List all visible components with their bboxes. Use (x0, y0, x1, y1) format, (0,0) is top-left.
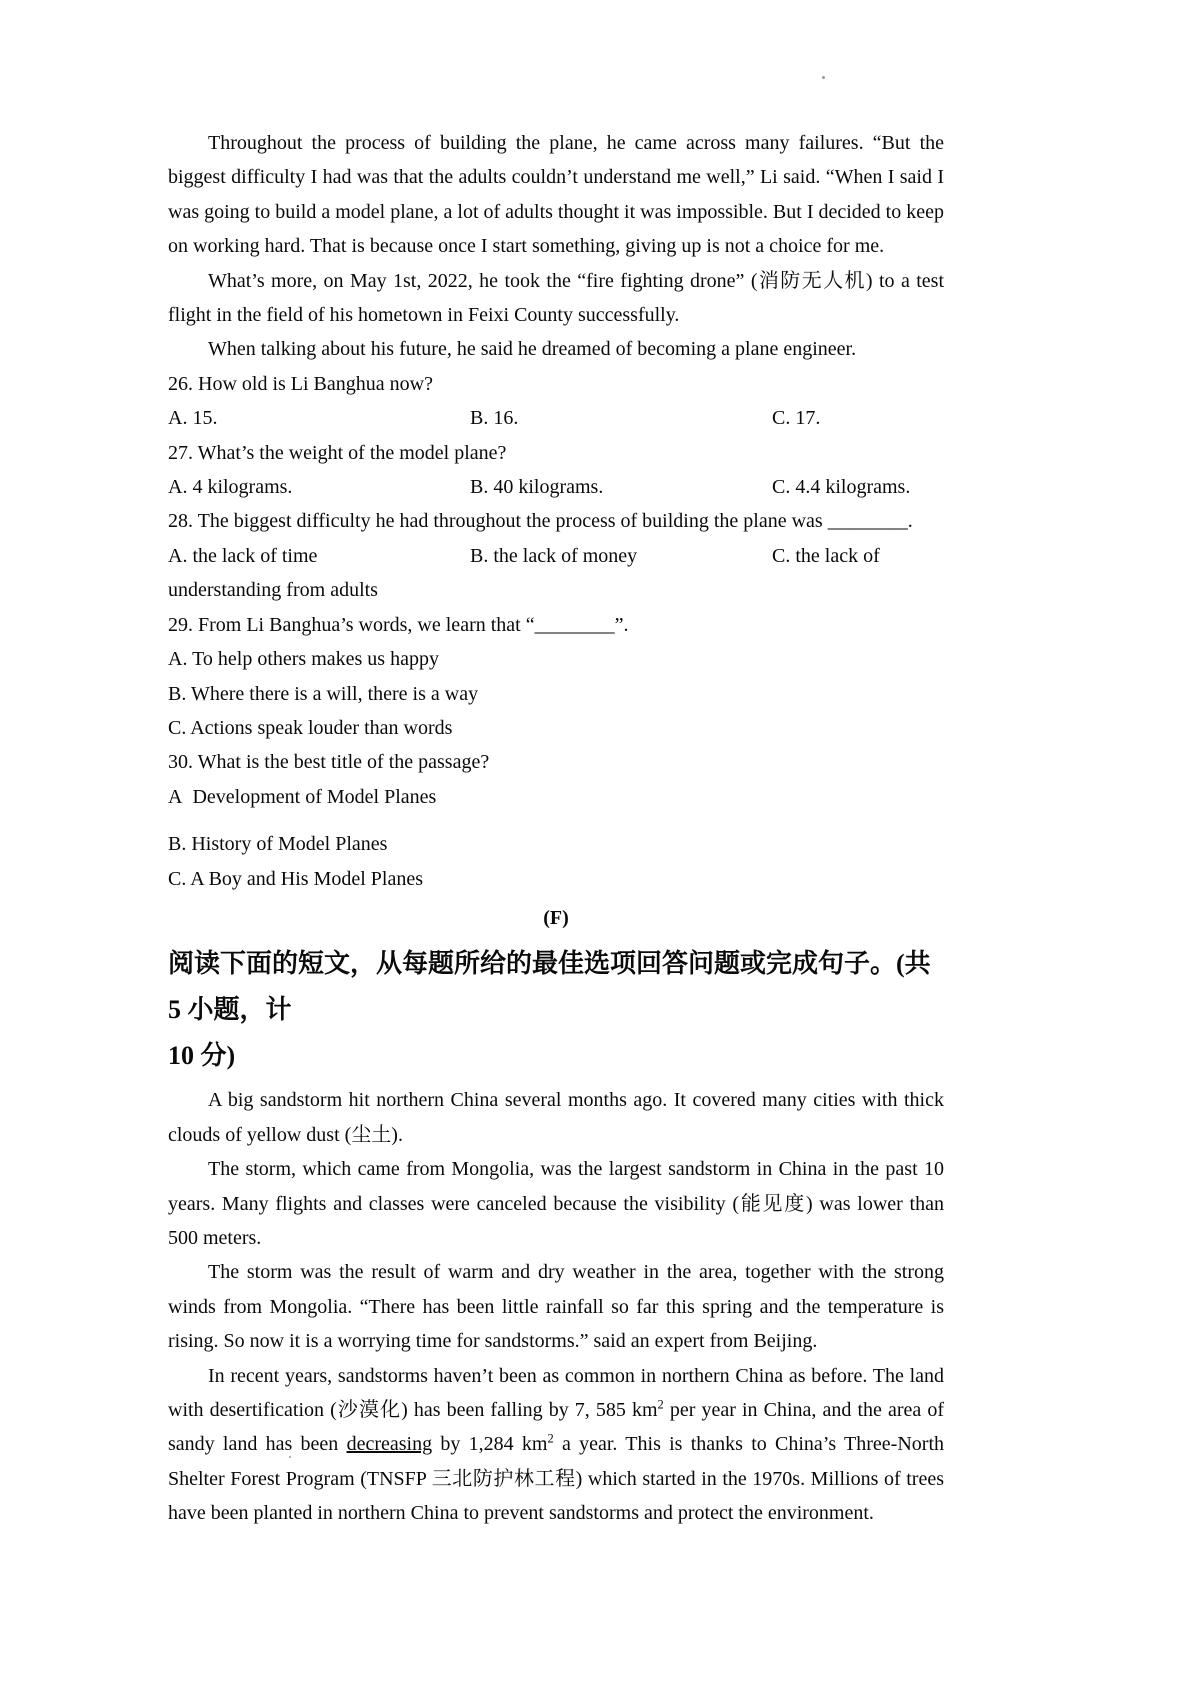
question-28-option-c: C. the lack of (772, 544, 880, 567)
question-28-option-a: A. the lack of time (168, 544, 318, 567)
question-30-stem: 30. What is the best title of the passage? (168, 751, 490, 774)
section-f-instructions-line-1: 阅读下面的短文，从每题所给的最佳选项回答问题或完成句子。(共 5 小题，计 (168, 949, 938, 1025)
passage2-paragraph-1: A big sandstorm hit northern China several months ago. It covered many cities with thick clouds of yellow dust (尘土). (168, 1089, 944, 1146)
passage2-paragraph-2: The storm, which came from Mongolia, was the largest sandstorm in China in the past 10 years. Many flights and classes were canceled because the visibility (能见度) was lower than 500 meters. (168, 1158, 944, 1249)
passage1-paragraph-1: Throughout the process of building the plane, he came across many failures. “But the biggest difficulty I had was that the adults couldn’t understand me well,” Li said. “When I said I was going to build a model plane, a lot of adults thought it was impossible. But I decided to keep on working hard. That is because once I start something, giving up is not a choice for me. (168, 132, 944, 258)
underlined-word-decreasing: decreasing (346, 1433, 433, 1456)
question-26-option-a: A. 15. (168, 407, 218, 430)
question-28-option-b: B. the lack of money (470, 544, 638, 567)
question-30-option-c: C. A Boy and His Model Planes (168, 867, 424, 890)
scan-artifact-dot (822, 76, 825, 79)
section-f-instructions-line-2: 10 分) (168, 1041, 236, 1071)
passage2-paragraph-4 (168, 1359, 944, 1531)
question-27-options (168, 470, 944, 504)
question-26-option-c: C. 17. (772, 407, 821, 430)
question-26-option-b: B. 16. (470, 407, 519, 430)
question-30-option-b: B. History of Model Planes (168, 833, 388, 856)
section-f-label: (F) (543, 906, 569, 929)
question-27-option-b: B. 40 kilograms. (470, 476, 604, 499)
question-28-options (168, 539, 944, 573)
question-29-option-a: A. To help others makes us happy (168, 648, 439, 671)
question-27-option-a: A. 4 kilograms. (168, 476, 293, 499)
section-f-instructions (168, 941, 944, 1079)
question-30-option-a: A Development of Model Planes (168, 785, 437, 808)
paragraph-4-segment: a year. This is thanks to China’s Three-North Shelter Forest Program (TNSFP 三北防护林工程) which started in the 1970s. Millions of trees have been planted in northern China to prevent sandstorms and protect the environment. (168, 1433, 944, 1525)
question-27-option-c: C. 4.4 kilograms. (772, 476, 911, 499)
square-km-superscript: 2 (547, 1431, 554, 1446)
passage1-paragraph-2: What’s more, on May 1st, 2022, he took the “fire fighting drone” (消防无人机) to a test flight in the field of his hometown in Feixi County successfully. (168, 269, 944, 327)
square-km-superscript: 2 (657, 1397, 664, 1412)
paragraph-4-segment: In recent years, sandstorms haven’t been as common in northern China as before. The land with desertification (沙漠化) has been falling by 7, 585 km (168, 1364, 944, 1421)
question-26-stem: 26. How old is Li Banghua now? (168, 372, 433, 395)
question-29-stem: 29. From Li Banghua’s words, we learn that “________”. (168, 613, 629, 636)
scan-artifact-dot (289, 1456, 291, 1458)
passage2-paragraph-3: The storm was the result of warm and dry weather in the area, together with the strong winds from Mongolia. “There has been little rainfall so far this spring and the temperature is rising. So now it is a worrying time for sandstorms.” said an expert from Beijing. (168, 1261, 944, 1353)
paragraph-4-segment: per year in China, and the area of sandy land has been (168, 1399, 945, 1456)
passage1-paragraph-3: When talking about his future, he said he dreamed of becoming a plane engineer. (208, 338, 857, 361)
question-29-option-c: C. Actions speak louder than words (168, 716, 453, 739)
question-28-option-c-continuation: understanding from adults (168, 579, 378, 602)
question-28-stem: 28. The biggest difficulty he had throughout the process of building the plane was ________. (168, 510, 913, 533)
paragraph-4-segment: by 1,284 km (432, 1433, 548, 1456)
question-29-option-b: B. Where there is a will, there is a way (168, 682, 479, 705)
question-26-options (168, 401, 944, 435)
question-27-stem: 27. What’s the weight of the model plane? (168, 441, 507, 464)
